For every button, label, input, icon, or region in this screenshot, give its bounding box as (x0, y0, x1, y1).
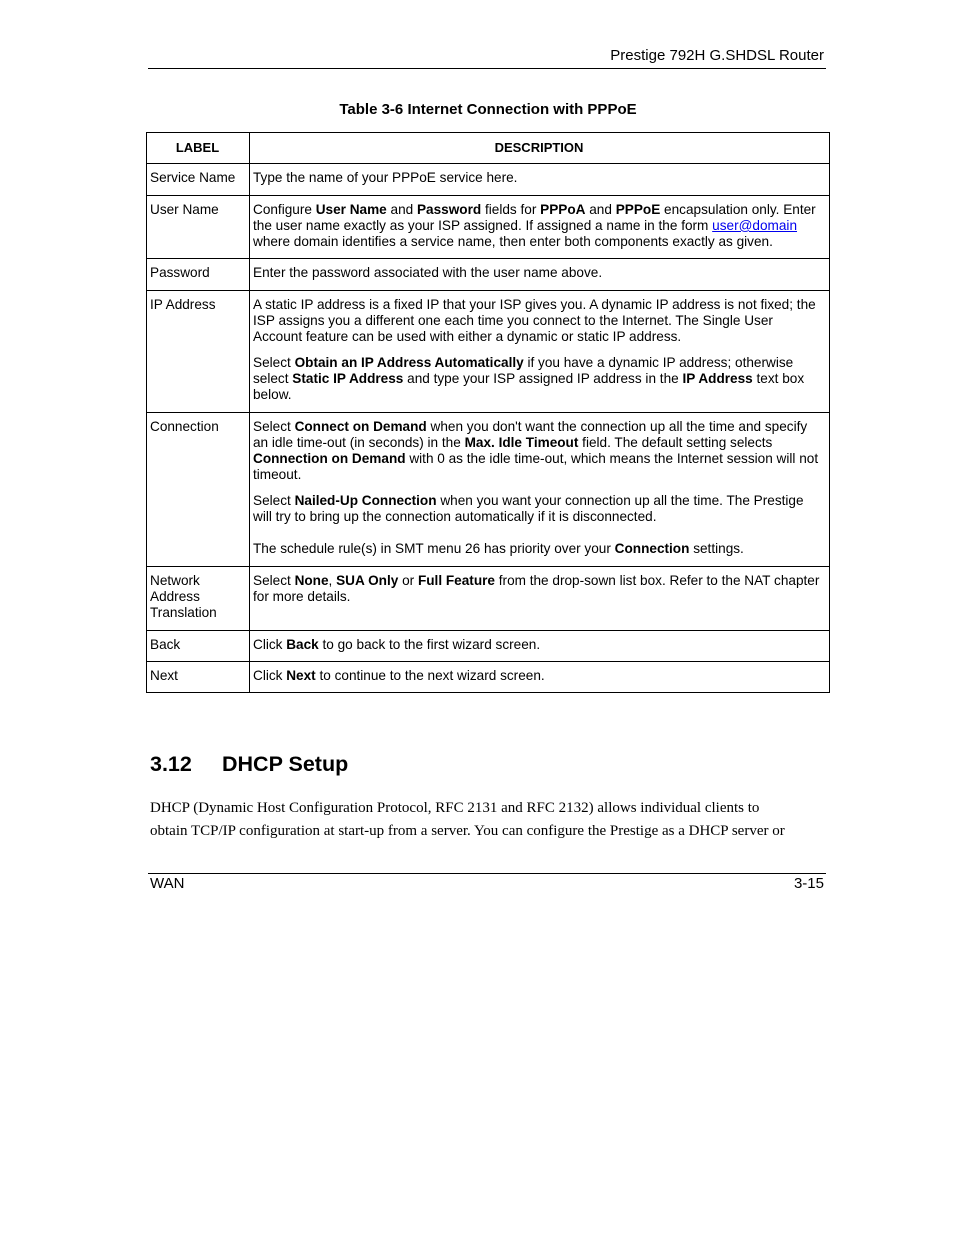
table-row (147, 566, 830, 630)
page-number: 3-15 (793, 875, 824, 892)
row-description: Select None, SUA Only or Full Feature from the drop-sown list box. Refer to the NAT chapter for more details. (250, 566, 830, 630)
row-label: Network Address Translation (147, 566, 250, 630)
header-rule (148, 68, 826, 69)
body-line: DHCP (Dynamic Host Configuration Protocol, RFC 2131 and RFC 2132) allows individual clients to (150, 800, 760, 816)
section-number: 3.12 (150, 752, 192, 776)
table-row (147, 259, 830, 290)
table-row (147, 164, 830, 195)
table-row (147, 195, 830, 259)
footer-chapter: WAN (150, 875, 185, 892)
row-description: Enter the password associated with the user name above. (250, 259, 830, 290)
row-label: Password (147, 259, 250, 290)
row-label: Connection (147, 412, 250, 566)
running-header: Prestige 792H G.SHDSL Router (610, 47, 824, 64)
table-header-row (147, 133, 830, 164)
table-caption: Table 3-6 Internet Connection with PPPoE (339, 101, 637, 118)
row-label: Service Name (147, 164, 250, 195)
row-description: Configure User Name and Password fields for PPPoA and PPPoE encapsulation only. Enter the user name exactly as your ISP assigned. If assigned a name in the form user@domain where domain identifies a service name, then enter both components exactly as given. (250, 195, 830, 259)
table-row (147, 661, 830, 692)
section-title: DHCP Setup (222, 752, 349, 776)
row-label: User Name (147, 195, 250, 259)
table-row (147, 290, 830, 412)
table-row (147, 630, 830, 661)
pppoe-table (146, 132, 830, 693)
section-body (150, 797, 840, 843)
footer-rule (148, 873, 826, 874)
column-header-description: DESCRIPTION (250, 133, 830, 164)
row-description: Select Connect on Demand when you don't want the connection up all the time and specify an idle time-out (in seconds) in the Max. Idle Timeout field. The default setting selects Connection on Demand with 0 as the idle time-out, which means the Internet session will not timeout. Select Nailed-Up Connection when you want your connection up all the time. The Prestige will try to bring up the connection automatically if it is disconnected. The schedule rule(s) in SMT menu 26 has priority over your Connection settings. (250, 412, 830, 566)
row-description: Click Next to continue to the next wizard screen. (250, 661, 830, 692)
section-heading (150, 751, 348, 777)
column-header-label: LABEL (147, 133, 250, 164)
row-description: Type the name of your PPPoE service here. (250, 164, 830, 195)
table-row (147, 412, 830, 566)
user-domain-link[interactable]: user@domain (712, 217, 798, 233)
row-description: Click Back to go back to the first wizard screen. (250, 630, 830, 661)
row-label: IP Address (147, 290, 250, 412)
body-line: obtain TCP/IP configuration at start-up from a server. You can configure the Prestige as a DHCP server or (150, 823, 785, 839)
row-label: Back (147, 630, 250, 661)
row-description: A static IP address is a fixed IP that your ISP gives you. A dynamic IP address is not fixed; the ISP assigns you a different one each time you connect to the Internet. The Single User Account feature can be used with either a dynamic or static IP address. Select Obtain an IP Address Automatically if you have a dynamic IP address; otherwise select Static IP Address and type your ISP assigned IP address in the IP Address text box below. (250, 290, 830, 412)
row-label: Next (147, 661, 250, 692)
